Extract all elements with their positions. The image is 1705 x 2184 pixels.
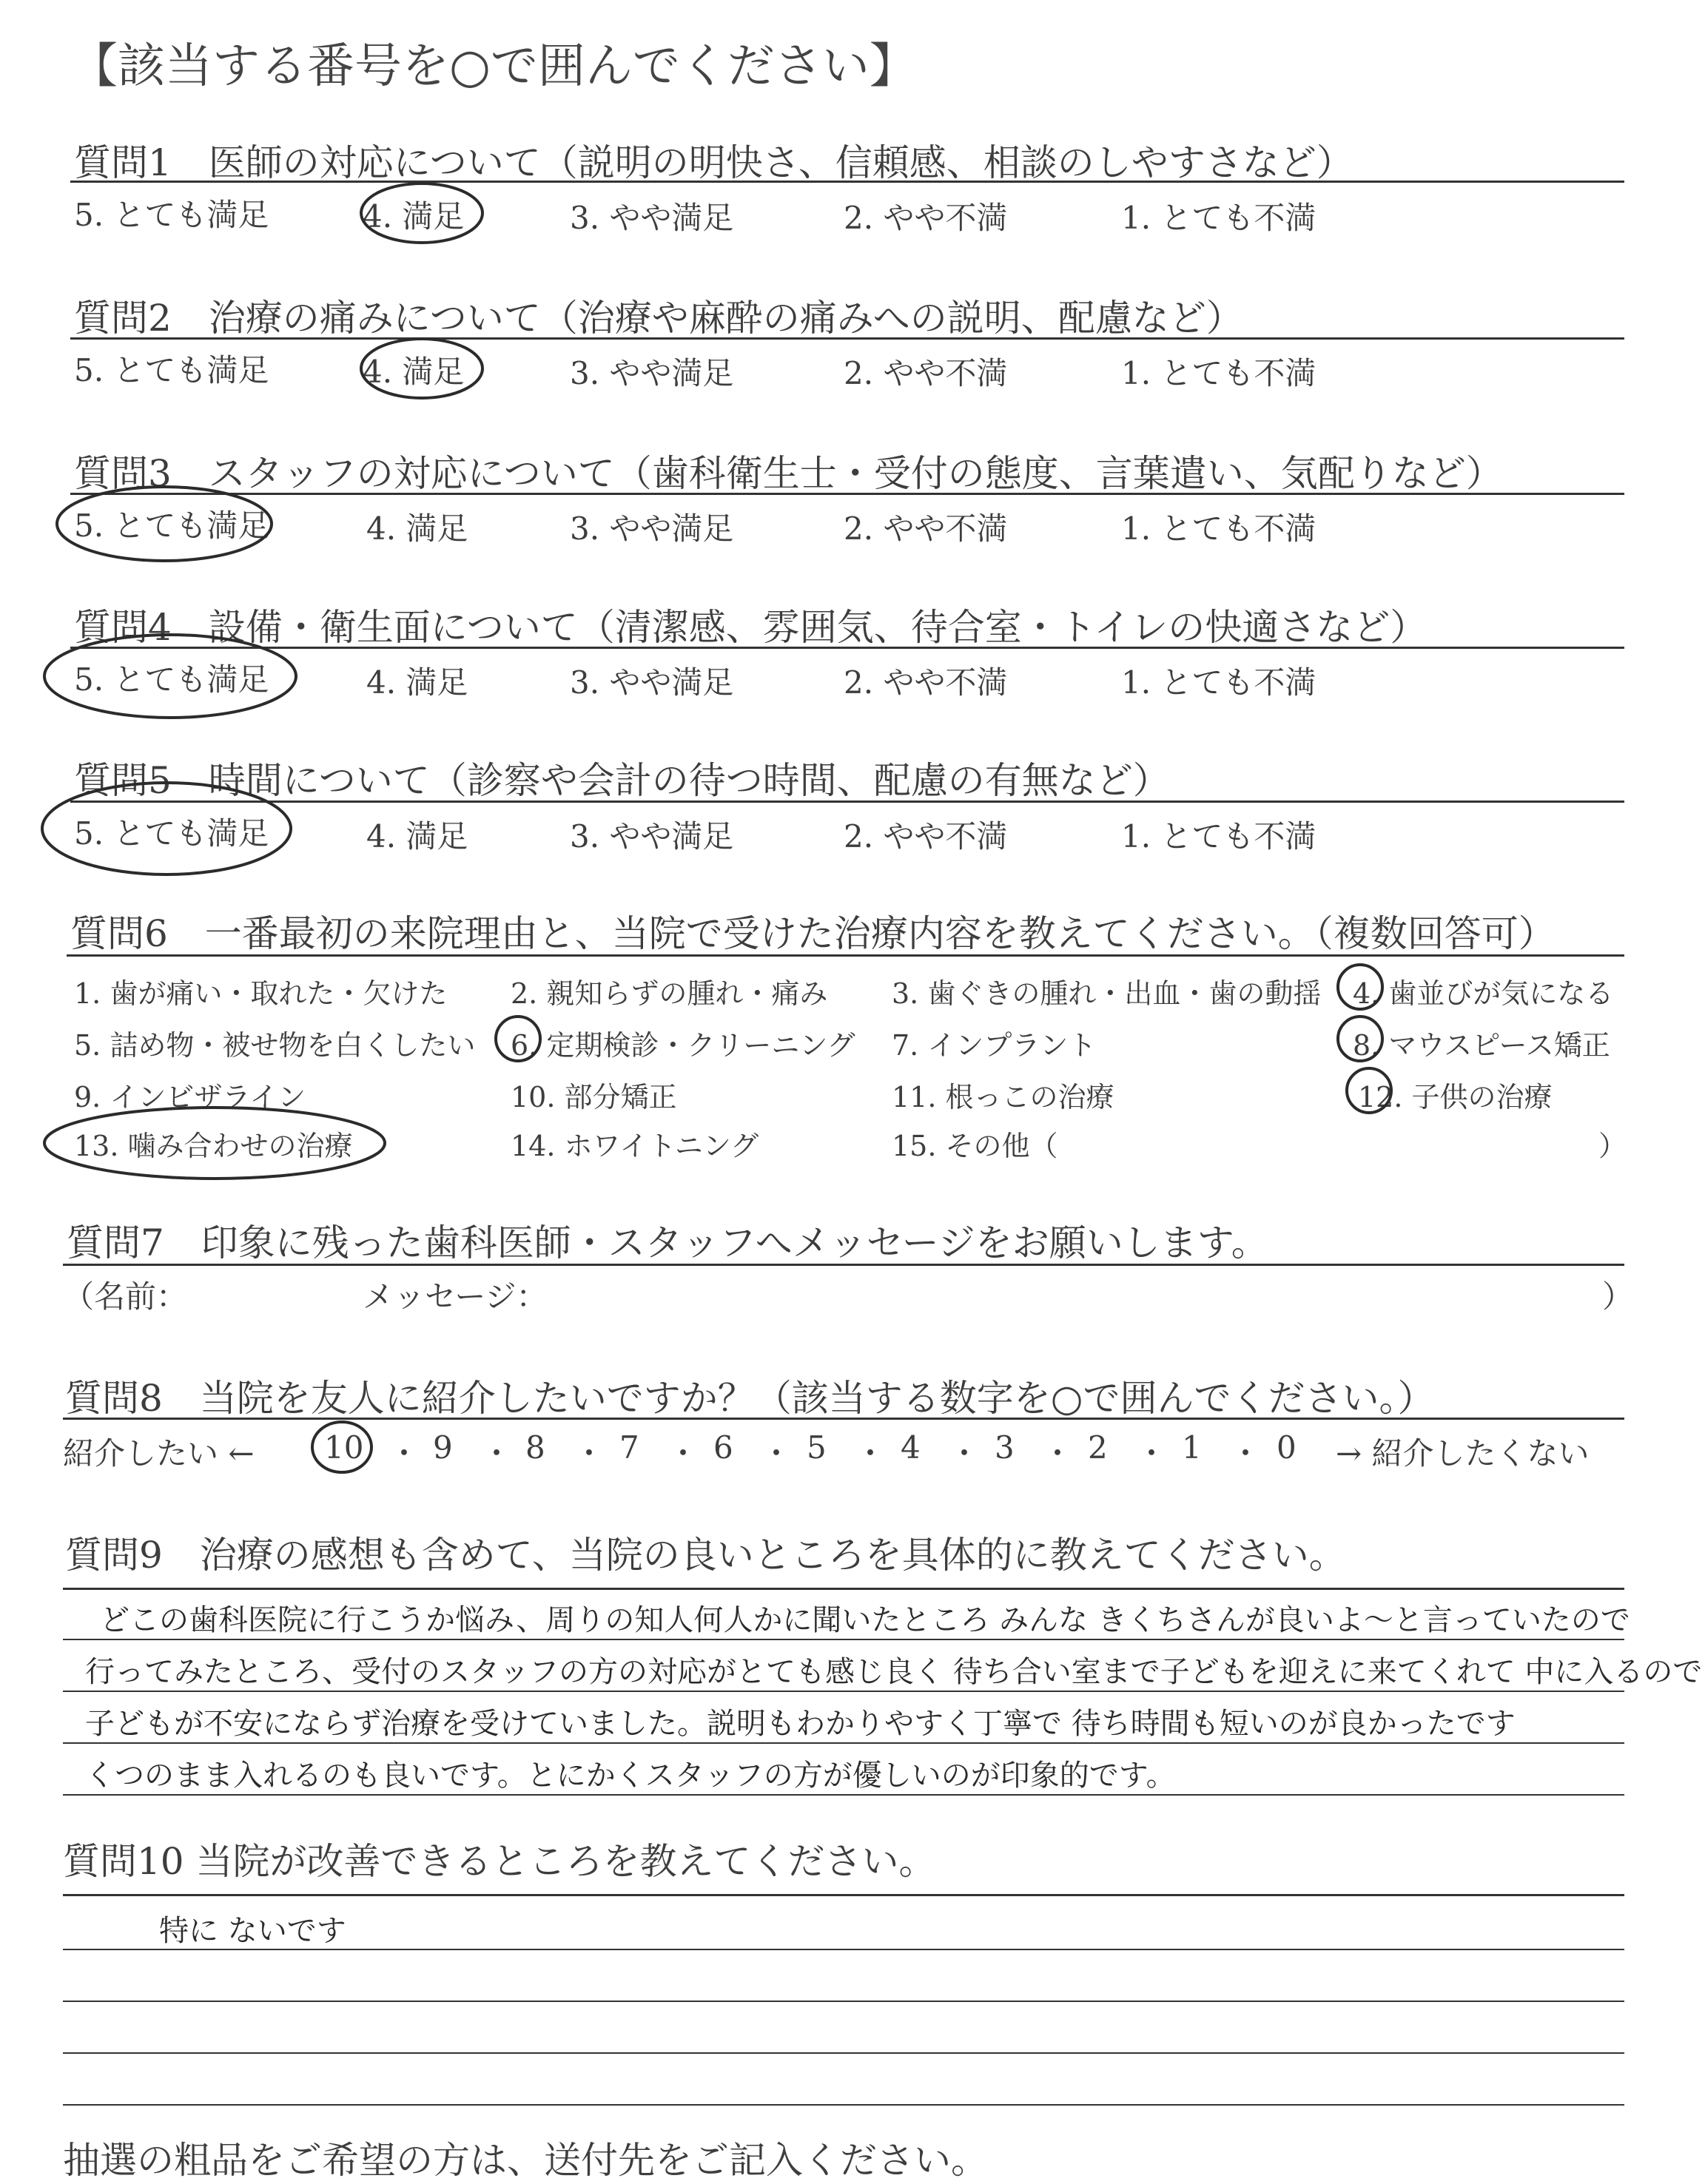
q8-scale-1[interactable]: 1 bbox=[1182, 1429, 1202, 1466]
q8-10-circle-mark bbox=[312, 1422, 371, 1472]
q3-option-5[interactable]: 5. とても満足 bbox=[74, 508, 269, 544]
page-title: 【該当する番号を○で囲んでください】 bbox=[70, 39, 917, 94]
q8-sep: ・ bbox=[667, 1435, 699, 1472]
q5-option-5[interactable]: 5. とても満足 bbox=[74, 815, 269, 852]
q4-circle-mark bbox=[44, 635, 296, 718]
q8-sep: ・ bbox=[574, 1435, 605, 1472]
q8-scale-9[interactable]: 9 bbox=[433, 1429, 453, 1466]
q8-scale-7[interactable]: 7 bbox=[619, 1429, 639, 1466]
q7-title: 質問7 印象に残った歯科医師・スタッフへメッセージをお願いします。 bbox=[67, 1221, 1268, 1264]
footer-text: 抽選の粗品をご希望の方は、送付先をご記入ください。 bbox=[63, 2139, 988, 2182]
q8-sep: ・ bbox=[949, 1435, 981, 1472]
q5-option-2[interactable]: 2. やや不満 bbox=[844, 818, 1008, 855]
q4-option-4[interactable]: 4. 満足 bbox=[366, 664, 468, 701]
q2-option-4[interactable]: 4. 満足 bbox=[363, 354, 465, 390]
q7-message-label: メッセージ： bbox=[363, 1278, 548, 1315]
q3-option-2[interactable]: 2. やや不満 bbox=[844, 510, 1008, 547]
q10-title: 質問10 当院が改善できるところを教えてください。 bbox=[63, 1840, 936, 1883]
q8-sep: ・ bbox=[389, 1435, 420, 1472]
q6-option-9[interactable]: 9. インビザライン bbox=[74, 1081, 306, 1113]
q6-option-6[interactable]: 6. 定期検診・クリーニング bbox=[511, 1029, 855, 1062]
q4-title: 質問4 設備・衛生面について（清潔感、雰囲気、待合室・トイレの快適さなど） bbox=[74, 606, 1427, 649]
q8-sep: ・ bbox=[761, 1435, 793, 1472]
q9-answer-line-3: 子どもが不安にならず治療を受けていました。説明もわかりやすく丁寧で 待ち時間も短いのが良かったです bbox=[85, 1707, 1516, 1741]
q6-option-11[interactable]: 11. 根っこの治療 bbox=[892, 1081, 1114, 1113]
q8-sep: ・ bbox=[1230, 1435, 1262, 1472]
q8-scale-0[interactable]: 0 bbox=[1277, 1429, 1297, 1466]
q6-option-12[interactable]: 12. 子供の治療 bbox=[1358, 1081, 1553, 1113]
q9-answer-line-4: くつのまま入れるのも良いです。とにかくスタッフの方が優しいのが印象的です。 bbox=[85, 1759, 1176, 1793]
q8-sep: ・ bbox=[1042, 1435, 1074, 1472]
q3-option-3[interactable]: 3. やや満足 bbox=[570, 510, 734, 547]
q6-option-10[interactable]: 10. 部分矯正 bbox=[511, 1081, 677, 1113]
q9-answer-line-1: どこの歯科医院に行こうか悩み、周りの知人何人かに聞いたところ みんな きくちさんが良いよ〜と言っていたので bbox=[100, 1603, 1630, 1637]
q6-option-4[interactable]: 4. 歯並びが気になる bbox=[1353, 977, 1614, 1010]
q8-title: 質問8 当院を友人に紹介したいですか？（該当する数字を○で囲んでください。） bbox=[65, 1377, 1435, 1420]
q4-option-3[interactable]: 3. やや満足 bbox=[570, 664, 734, 701]
q5-title: 質問5 時間について（診察や会計の待つ時間、配慮の有無など） bbox=[74, 759, 1170, 802]
q6-8-circle-mark bbox=[1338, 1017, 1382, 1061]
q1-option-1[interactable]: 1. とても不満 bbox=[1121, 200, 1316, 236]
q2-option-3[interactable]: 3. やや満足 bbox=[570, 355, 734, 391]
q1-option-4[interactable]: 4. 満足 bbox=[363, 198, 465, 235]
q6-option-2[interactable]: 2. 親知らずの腫れ・痛み bbox=[511, 977, 828, 1010]
q1-option-5[interactable]: 5. とても満足 bbox=[74, 197, 269, 233]
q6-option-14[interactable]: 14. ホワイトニング bbox=[511, 1130, 759, 1162]
q7-close: ） bbox=[1602, 1278, 1634, 1315]
q6-option-3[interactable]: 3. 歯ぐきの腫れ・出血・歯の動揺 bbox=[892, 977, 1322, 1010]
q5-circle-mark bbox=[42, 783, 291, 874]
q1-option-3[interactable]: 3. やや満足 bbox=[570, 200, 734, 236]
q6-13-circle-mark bbox=[44, 1108, 385, 1179]
q8-scale-6[interactable]: 6 bbox=[713, 1429, 733, 1466]
q4-option-1[interactable]: 1. とても不満 bbox=[1121, 664, 1316, 701]
q8-scale-4[interactable]: 4 bbox=[901, 1429, 921, 1466]
q6-6-circle-mark bbox=[496, 1017, 540, 1061]
q8-right-label: → 紹介したくない bbox=[1336, 1435, 1590, 1472]
q6-option-15[interactable]: 15. その他（ bbox=[892, 1130, 1058, 1162]
q5-option-4[interactable]: 4. 満足 bbox=[366, 818, 468, 855]
q6-option-7[interactable]: 7. インプラント bbox=[892, 1029, 1097, 1062]
q9-answer-line-2: 行ってみたところ、受付のスタッフの方の対応がとても感じ良く 待ち合い室まで子どもを迎えに来てくれて 中に入るので bbox=[85, 1655, 1703, 1689]
q8-scale-5[interactable]: 5 bbox=[807, 1429, 827, 1466]
q6-option-1[interactable]: 1. 歯が痛い・取れた・欠けた bbox=[74, 977, 448, 1010]
q4-option-2[interactable]: 2. やや不満 bbox=[844, 664, 1008, 701]
q2-title: 質問2 治療の痛みについて（治療や麻酔の痛みへの説明、配慮など） bbox=[74, 297, 1243, 340]
q3-option-4[interactable]: 4. 満足 bbox=[366, 510, 468, 547]
q7-name-label: （名前： bbox=[63, 1278, 188, 1315]
q4-option-5[interactable]: 5. とても満足 bbox=[74, 661, 269, 698]
q8-left-label: 紹介したい ← bbox=[63, 1435, 255, 1472]
q10-answer: 特に ないです bbox=[159, 1914, 346, 1948]
q8-scale-2[interactable]: 2 bbox=[1088, 1429, 1108, 1466]
q6-option-5[interactable]: 5. 詰め物・被せ物を白くしたい bbox=[74, 1029, 476, 1062]
q8-sep: ・ bbox=[1136, 1435, 1168, 1472]
q8-scale-3[interactable]: 3 bbox=[995, 1429, 1015, 1466]
q6-4-circle-mark bbox=[1338, 965, 1382, 1009]
q1-circle-mark bbox=[361, 183, 482, 243]
q2-option-1[interactable]: 1. とても不満 bbox=[1121, 355, 1316, 391]
q8-sep: ・ bbox=[481, 1435, 513, 1472]
q2-option-5[interactable]: 5. とても満足 bbox=[74, 352, 269, 388]
q6-title: 質問6 一番最初の来院理由と、当院で受けた治療内容を教えてください。（複数回答可） bbox=[70, 912, 1556, 955]
q6-other-close: ） bbox=[1598, 1130, 1627, 1162]
q2-option-2[interactable]: 2. やや不満 bbox=[844, 355, 1008, 391]
q8-scale-10[interactable]: 10 bbox=[324, 1429, 364, 1466]
q3-title: 質問3 スタッフの対応について（歯科衛生士・受付の態度、言葉遣い、気配りなど） bbox=[74, 452, 1503, 495]
q2-circle-mark bbox=[361, 339, 482, 398]
q3-circle-mark bbox=[57, 487, 272, 561]
q6-12-circle-mark bbox=[1347, 1068, 1391, 1113]
q3-option-1[interactable]: 1. とても不満 bbox=[1121, 510, 1316, 547]
q1-title: 質問1 医師の対応について（説明の明快さ、信頼感、相談のしやすさなど） bbox=[74, 141, 1353, 184]
q8-scale-8[interactable]: 8 bbox=[525, 1429, 545, 1466]
q1-option-2[interactable]: 2. やや不満 bbox=[844, 200, 1008, 236]
q6-option-13[interactable]: 13. 噛み合わせの治療 bbox=[74, 1130, 353, 1162]
q5-option-1[interactable]: 1. とても不満 bbox=[1121, 818, 1316, 855]
q6-option-8[interactable]: 8. マウスピース矯正 bbox=[1353, 1029, 1610, 1062]
q9-title: 質問9 治療の感想も含めて、当院の良いところを具体的に教えてください。 bbox=[65, 1534, 1346, 1577]
q5-option-3[interactable]: 3. やや満足 bbox=[570, 818, 734, 855]
q8-sep: ・ bbox=[855, 1435, 887, 1472]
